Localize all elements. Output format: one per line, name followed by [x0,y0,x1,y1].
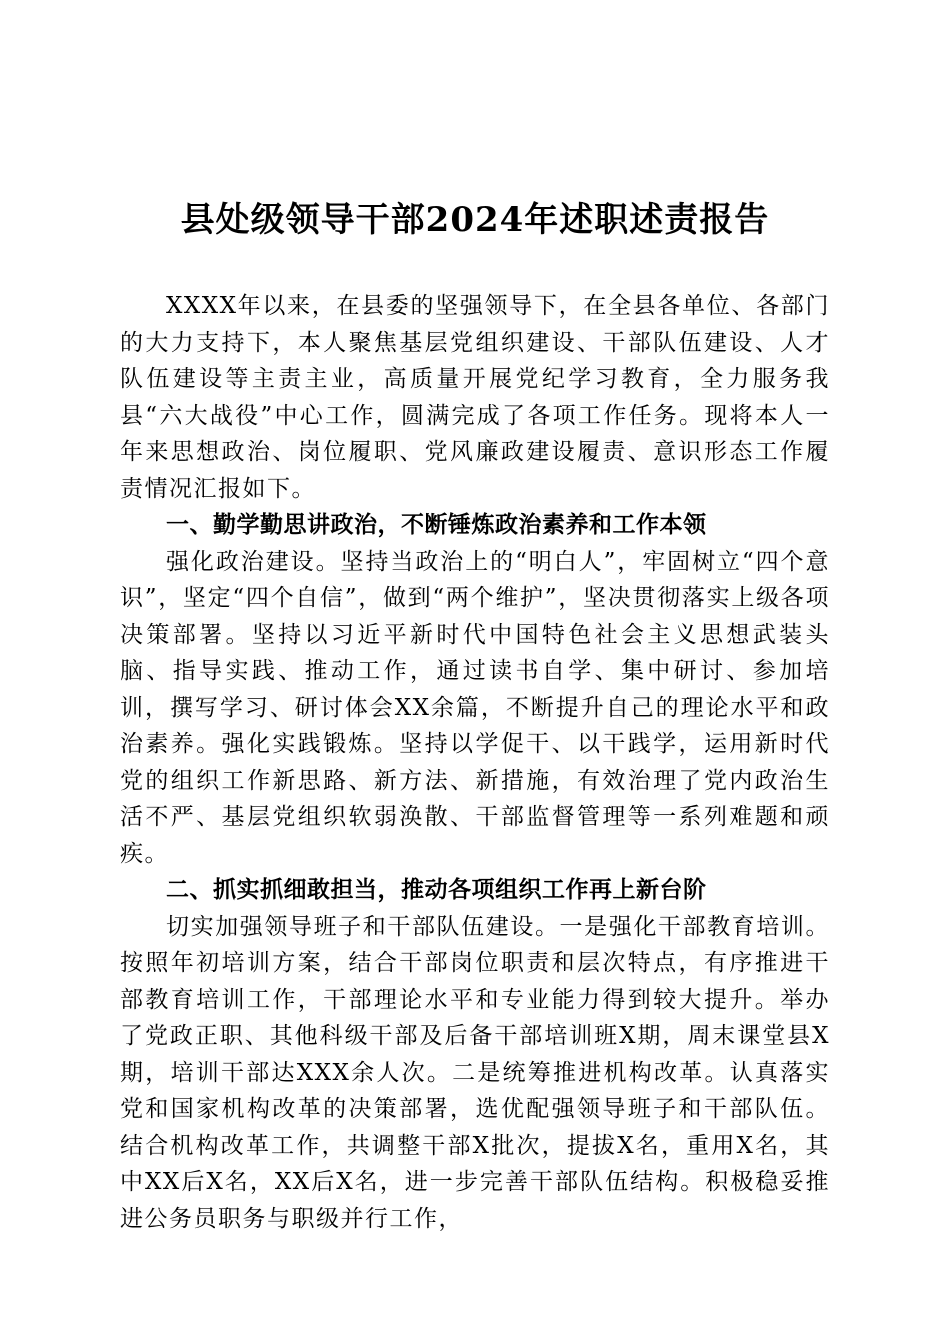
section-2-paragraph: 切实加强领导班子和干部队伍建设。一是强化干部教育培训。按照年初培训方案，结合干部岗位职责和层次特点，有序推进干部教育培训工作，干部理论水平和专业能力得到较大提升。举办了党政正职、其他科级干部及后备干部培训班X期，周末课堂县X期，培训干部达XXX余人次。二是统筹推进机构改革。认真落实党和国家机构改革的决策部署，选优配强领导班子和干部队伍。结合机构改革工作，共调整干部X批次，提拔X名，重用X名，其中XX后X名，XX后X名，进一步完善干部队伍结构。积极稳妥推进公务员职务与职级并行工作， [120,913,830,1232]
section-heading-1: 一、勤学勤思讲政治，不断锤炼政治素养和工作本领 [166,512,707,538]
section-1-paragraph: 强化政治建设。坚持当政治上的“明白人”，牢固树立“四个意识”，坚定“四个自信”，做到“两个维护”，坚决贯彻落实上级各项决策部署。坚持以习近平新时代中国特色社会主义思想武装头脑、指导实践、推动工作，通过读书自学、集中研讨、参加培训，撰写学习、研讨体会XX余篇，不断提升自己的理论水平和政治素养。强化实践锻炼。坚持以学促干、以干践学，运用新时代党的组织工作新思路、新方法、新措施，有效治理了党内政治生活不严、基层党组织软弱涣散、干部监督管理等一系列难题和顽疾。 [120,548,830,867]
section-heading-2: 二、抓实抓细敢担当，推动各项组织工作再上新台阶 [166,877,707,903]
intro-paragraph: XXXX年以来，在县委的坚强领导下，在全县各单位、各部门的大力支持下，本人聚焦基层党组织建设、干部队伍建设、人才队伍建设等主责主业，高质量开展党纪学习教育，全力服务我县“六大战役”中心工作，圆满完成了各项工作任务。现将本人一年来思想政治、岗位履职、党风廉政建设履责、意识形态工作履责情况汇报如下。 [120,293,830,502]
document-body [120,288,830,1237]
document-title: 县处级领导干部2024年述职述责报告 [180,200,770,240]
